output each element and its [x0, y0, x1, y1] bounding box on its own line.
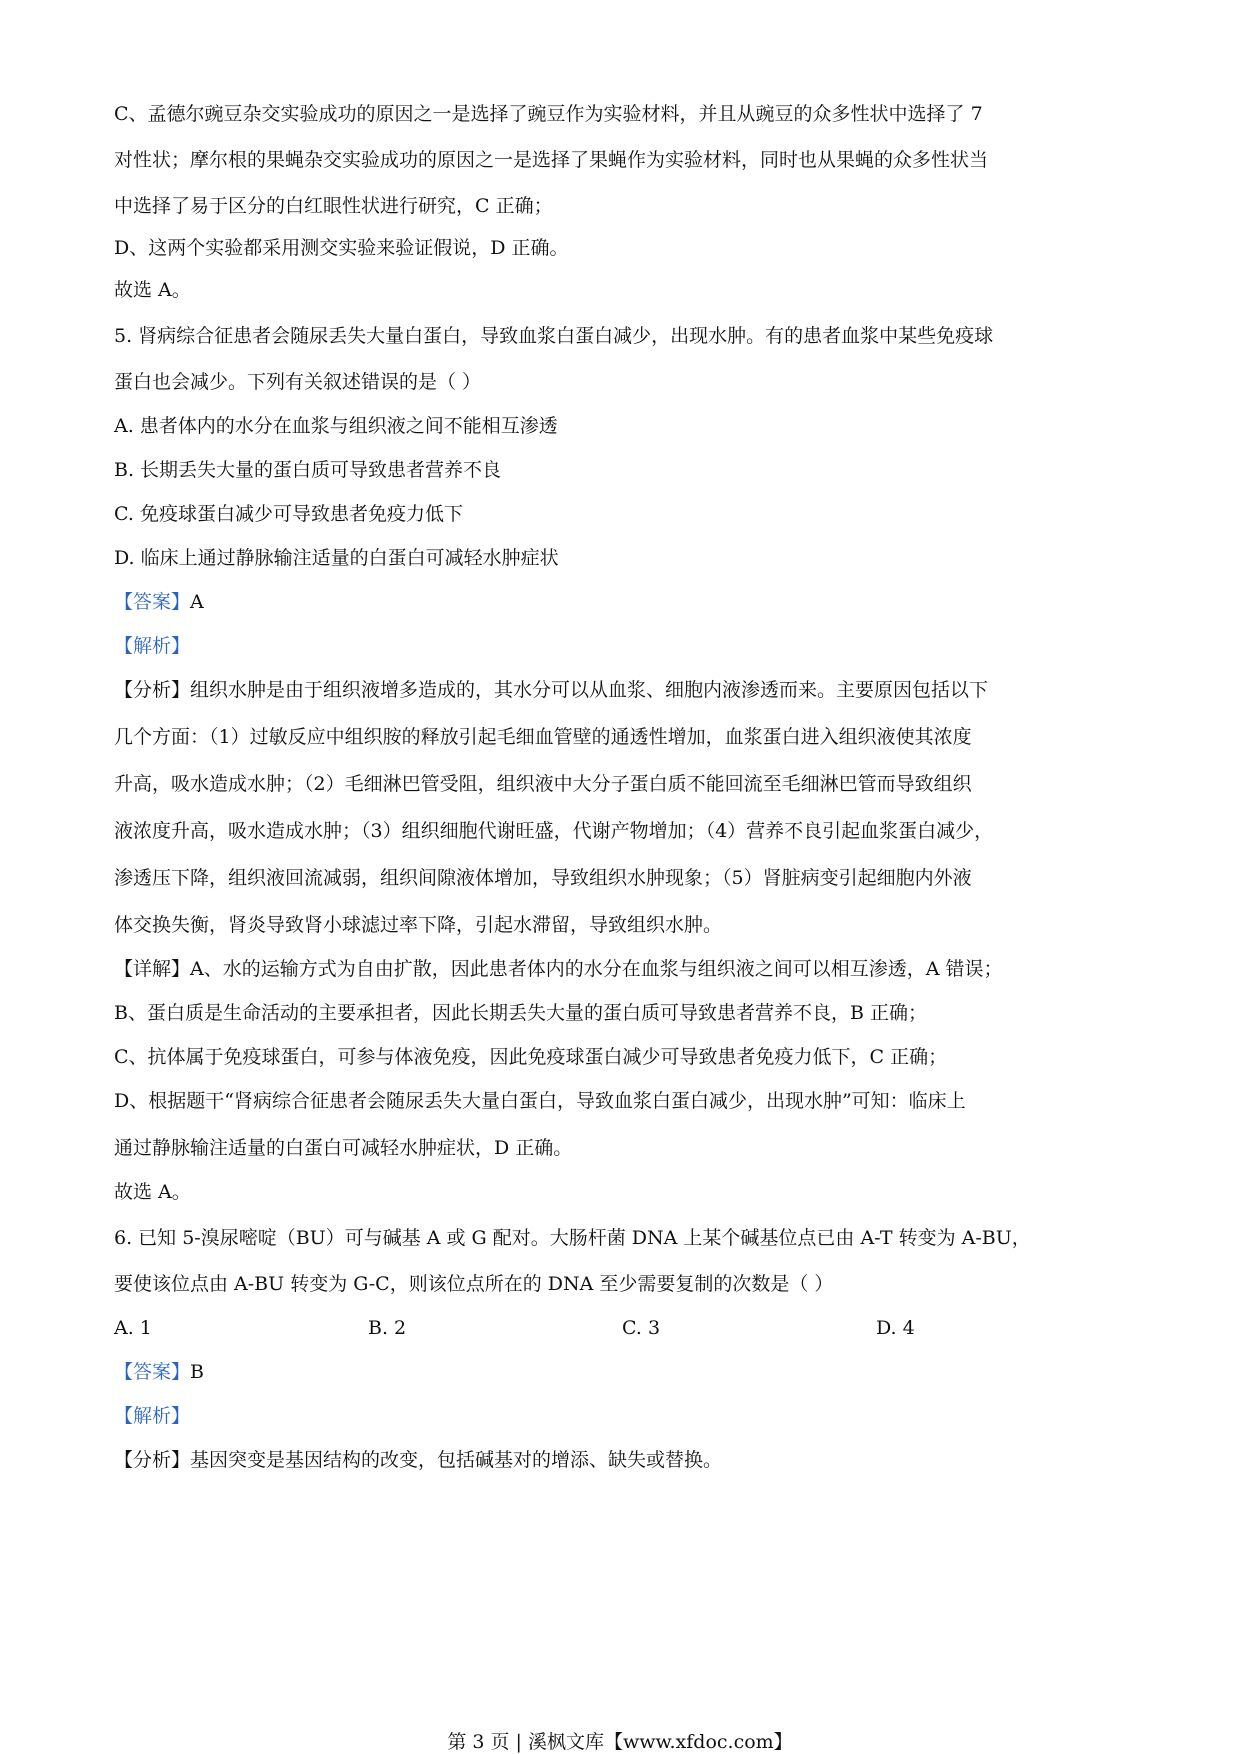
- q5-stem-line: 蛋白也会减少。下列有关叙述错误的是（ ）: [114, 371, 482, 393]
- q6-option-b: B. 2: [368, 1317, 407, 1339]
- q6-analysis-line: 【分析】基因突变是基因结构的改变，包括碱基对的增添、缺失或替换。: [114, 1449, 723, 1471]
- q5-detail-line: C、抗体属于免疫球蛋白，可参与体液免疫，因此免疫球蛋白减少可导致患者免疫力低下，C 正确；: [114, 1046, 948, 1068]
- q5-analysis-line: 升高，吸水造成水肿；（2）毛细淋巴管受阻，组织液中大分子蛋白质不能回流至毛细淋巴管而导致组织: [114, 773, 972, 795]
- q5-option-b: B. 长期丢失大量的蛋白质可导致患者营养不良: [114, 459, 502, 481]
- text-line: C、孟德尔豌豆杂交实验成功的原因之一是选择了豌豆作为实验材料，并且从豌豆的众多性状中选择了 7: [114, 103, 983, 125]
- q5-jiexi-tag: 【解析】: [114, 635, 191, 657]
- answer-value: B: [190, 1361, 204, 1383]
- text-line: 对性状；摩尔根的果蝇杂交实验成功的原因之一是选择了果蝇作为实验材料，同时也从果蝇的众多性状当: [114, 149, 989, 171]
- q6-option-c: C. 3: [622, 1317, 661, 1339]
- q6-stem-line: 要使该位点由 A-BU 转变为 G-C，则该位点所在的 DNA 至少需要复制的次数是（ ）: [114, 1273, 834, 1295]
- answer-tag: 【答案】: [114, 1361, 191, 1383]
- text-line: D、这两个实验都采用测交实验来验证假说，D 正确。: [114, 237, 569, 259]
- q6-options: [114, 1314, 1130, 1342]
- text-line: 故选 A。: [114, 279, 191, 301]
- q6-jiexi-tag: 【解析】: [114, 1405, 191, 1427]
- q5-detail-line: 故选 A。: [114, 1181, 191, 1203]
- q5-analysis-line: 渗透压下降，组织液回流减弱，组织间隙液体增加，导致组织水肿现象；（5）肾脏病变引起细胞内外液: [114, 867, 972, 889]
- text-line: 中选择了易于区分的白红眼性状进行研究，C 正确；: [114, 195, 553, 217]
- q5-analysis-line: 几个方面：（1）过敏反应中组织胺的释放引起毛细血管壁的通透性增加，血浆蛋白进入组织液使其浓度: [114, 726, 972, 748]
- q6-answer: [114, 1358, 204, 1386]
- q5-detail-line: 【详解】A、水的运输方式为自由扩散，因此患者体内的水分在血浆与组织液之间可以相互渗透，A 错误；: [114, 958, 1003, 980]
- q5-stem-line: 5. 肾病综合征患者会随尿丢失大量白蛋白，导致血浆白蛋白减少，出现水肿。有的患者血浆中某些免疫球: [114, 325, 994, 347]
- q5-detail-line: 通过静脉输注适量的白蛋白可减轻水肿症状，D 正确。: [114, 1137, 573, 1159]
- q6-option-a: A. 1: [114, 1317, 152, 1339]
- q5-answer: [114, 588, 204, 616]
- q5-option-d: D. 临床上通过静脉输注适量的白蛋白可减轻水肿症状: [114, 547, 559, 569]
- q6-stem-line: 6. 已知 5-溴尿嘧啶（BU）可与碱基 A 或 G 配对。大肠杆菌 DNA 上某个碱基位点已由 A-T 转变为 A-BU，: [114, 1227, 1031, 1249]
- page-footer: 第 3 页 | 溪枫文库【www.xfdoc.com】: [447, 1731, 793, 1753]
- q5-analysis-line: 体交换失衡，肾炎导致肾小球滤过率下降，引起水滞留，导致组织水肿。: [114, 914, 723, 936]
- q5-analysis-line: 【分析】组织水肿是由于组织液增多造成的，其水分可以从血浆、细胞内液渗透而来。主要原因包括以下: [114, 679, 989, 701]
- q5-option-a: A. 患者体内的水分在血浆与组织液之间不能相互渗透: [114, 415, 558, 437]
- q5-detail-line: B、蛋白质是生命活动的主要承担者，因此长期丢失大量的蛋白质可导致患者营养不良，B 正确；: [114, 1002, 927, 1024]
- answer-value: A: [190, 591, 204, 613]
- q5-analysis-line: 液浓度升高，吸水造成水肿；（3）组织细胞代谢旺盛，代谢产物增加；（4）营养不良引起血浆蛋白减少，: [114, 820, 994, 842]
- q5-detail-line: D、根据题干“肾病综合征患者会随尿丢失大量白蛋白，导致血浆白蛋白减少，出现水肿”可知：临床上: [114, 1090, 966, 1112]
- answer-tag: 【答案】: [114, 591, 191, 613]
- q5-option-c: C. 免疫球蛋白减少可导致患者免疫力低下: [114, 503, 463, 525]
- q6-option-d: D. 4: [876, 1317, 915, 1339]
